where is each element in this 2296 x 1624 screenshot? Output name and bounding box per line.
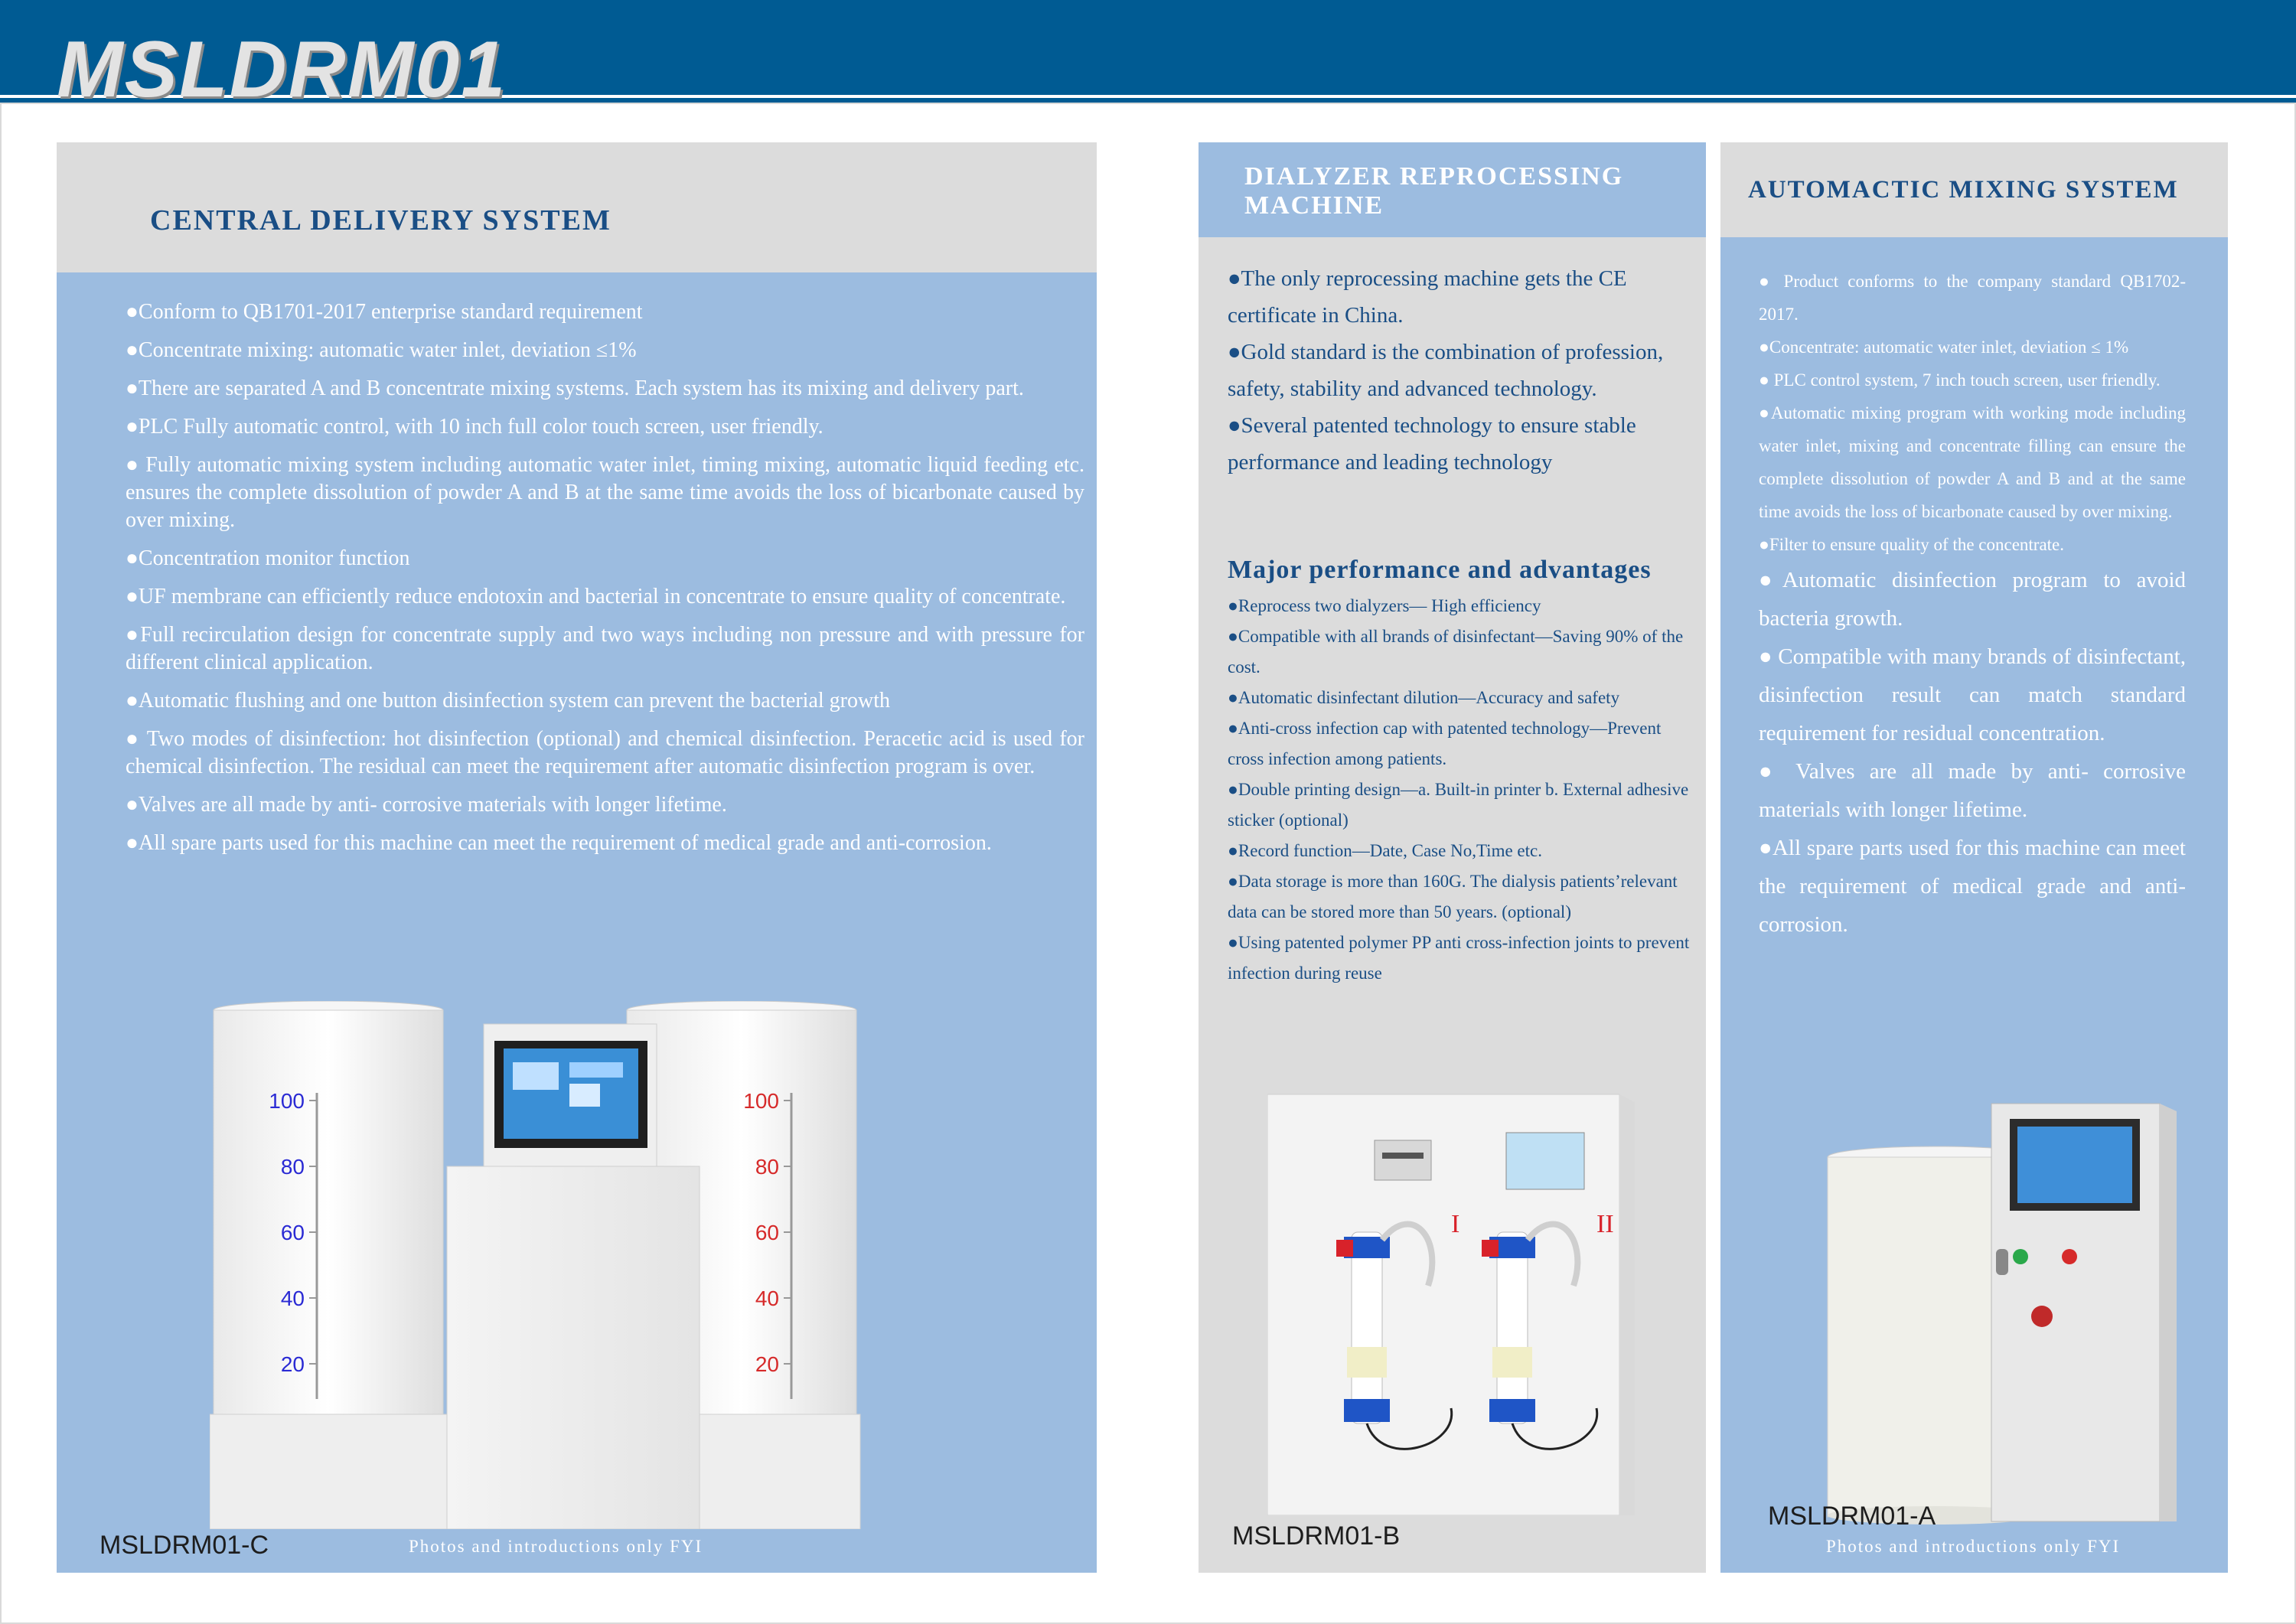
list-item: ● Two modes of disinfection: hot disinfection (optional) and chemical disinfection. Peracetic acid is used for chemical disinfection. The residual can meet the requirement after automatic disinfection program is over. [126,727,1084,778]
list-item: ●There are separated A and B concentrate mixing systems. Each system has its mixing and delivery part. [126,377,1024,400]
list-item: ●Conform to QB1701-2017 enterprise standard requirement [126,300,643,324]
disclaimer-note: Photos and introductions only FYI [409,1537,703,1556]
list-item: ●Anti-cross infection cap with patented technology—Prevent cross infection among patients. [1228,719,1662,768]
list-item: ● Fully automatic mixing system including automatic water inlet, timing mixing, automatic liquid feeding etc. ensures the complete dissolution of powder A and B at the same time avoids the loss of bicarbonate caused by over mixing. [126,453,1084,532]
list-item: ●All spare parts used for this machine can meet the requirement of medical grade and anti-corrosion. [126,831,992,855]
list-item: ● Valves are all made by anti- corrosive materials with longer lifetime. [1759,759,2186,822]
scale-label: 60 [755,1221,779,1244]
list-item: ●Automatic mixing program with working mode including water inlet, mixing and concentrate filling can ensure the complete dissolution of powder A and B and at the same time avoids the loss of bicarbonate caused by over mixing. [1759,403,2186,521]
dialyzer-machine-photo [1267,1087,1650,1515]
dialyzer-intro [1228,260,1687,481]
list-item: ●The only reprocessing machine gets the CE certificate in China. [1228,266,1627,328]
list-item: ●Full recirculation design for concentrate supply and two ways including non pressure and with pressure for different clinical application. [126,623,1084,674]
list-item: ●Double printing design—a. Built-in printer b. External adhesive sticker (optional) [1228,780,1689,830]
dialyzer-title: DIALYZER REPROCESSING MACHINE [1244,162,1624,220]
list-item: ●Concentrate mixing: automatic water inlet, deviation ≤1% [126,338,637,362]
scale-label: 20 [755,1352,779,1376]
list-item: ●UF membrane can efficiently reduce endotoxin and bacterial in concentrate to ensure quality of concentrate. [126,585,1066,608]
scale-label: 80 [755,1155,779,1179]
list-item: ●PLC Fully automatic control, with 10 inch full color touch screen, user friendly. [126,415,823,439]
central-delivery-panel [57,142,1097,1573]
model-label-c: MSLDRM01-C [99,1531,269,1560]
central-delivery-title: CENTRAL DELIVERY SYSTEM [150,204,612,236]
mixing-features [1759,265,2186,944]
mixing-machine-photo [1812,1096,2195,1525]
list-item: ● PLC control system, 7 inch touch screen, user friendly. [1759,370,2161,390]
list-item: ●Automatic flushing and one button disinfection system can prevent the bacterial growth [126,689,890,713]
scale-label: 100 [269,1089,305,1113]
list-item: ●Data storage is more than 160G. The dialysis patients’relevant data can be stored more than 50 years. (optional) [1228,872,1678,921]
list-item: ●Concentration monitor function [126,546,410,570]
list-item: ● Product conforms to the company standard QB1702-2017. [1759,272,2186,324]
list-item: ●Compatible with all brands of disinfectant—Saving 90% of the cost. [1228,627,1684,677]
list-item: ●Record function—Date, Case No,Time etc. [1228,841,1542,860]
disclaimer-note: Photos and introductions only FYI [1826,1537,2121,1556]
advantages-list [1228,591,1691,989]
list-item: ● Compatible with many brands of disinfectant, disinfection result can match standard requirement for residual concentration. [1759,644,2186,745]
advantages-heading: Major performance and advantages [1228,556,1652,584]
list-item: ●Concentrate: automatic water inlet, deviation ≤ 1% [1759,338,2129,357]
port-label: II [1596,1210,1614,1238]
port-label: I [1451,1210,1460,1238]
scale-label: 20 [280,1352,305,1376]
central-delivery-machine-photo [210,1001,983,1529]
mixing-title: AUTOMACTIC MIXING SYSTEM [1748,176,2179,204]
scale-label: 40 [280,1286,305,1310]
model-label-b: MSLDRM01-B [1232,1521,1401,1551]
list-item: ●Several patented technology to ensure stable performance and leading technology [1228,413,1636,474]
list-item: ●Gold standard is the combination of profession, safety, stability and advanced technology. [1228,340,1664,401]
model-label-a: MSLDRM01-A [1768,1502,1936,1531]
brand-title: MSLDRM01 [57,25,507,114]
list-item: ●Using patented polymer PP anti cross-infection joints to prevent infection during reuse [1228,933,1690,983]
list-item: ●Valves are all made by anti- corrosive materials with longer lifetime. [126,793,727,817]
mixing-panel [1720,142,2228,1573]
list-item: ●All spare parts used for this machine can meet the requirement of medical grade and anti-corrosion. [1759,836,2186,937]
list-item: ●Reprocess two dialyzers— High efficiency [1228,596,1541,615]
list-item: ●Automatic disinfection program to avoid bacteria growth. [1759,568,2186,631]
list-item: ●Automatic disinfectant dilution—Accuracy and safety [1228,688,1620,707]
dialyzer-panel [1199,142,1706,1573]
scale-label: 80 [280,1155,305,1179]
list-item: ●Filter to ensure quality of the concentrate. [1759,535,2065,554]
scale-label: 60 [280,1221,305,1244]
scale-label: 100 [743,1089,779,1113]
scale-label: 40 [755,1286,779,1310]
central-delivery-features [126,298,1084,868]
